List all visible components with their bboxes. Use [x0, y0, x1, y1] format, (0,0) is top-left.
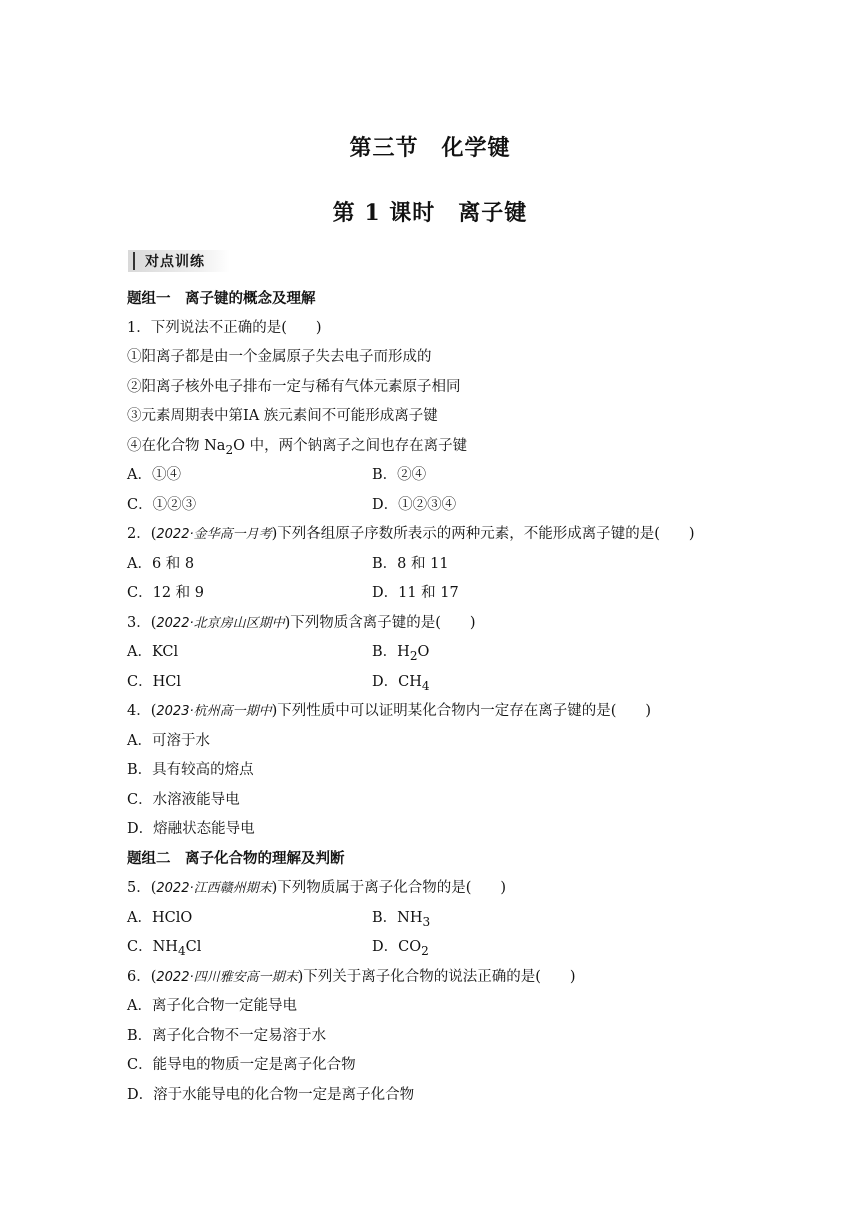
q1-s4-pre: ④在化合物 Na: [127, 438, 226, 454]
q1-option-c: C．①②③: [127, 497, 197, 513]
q2-option-a: A．6 和 8: [127, 556, 195, 572]
q3-d-sub: 4: [421, 678, 430, 693]
q3-option-c: C．HCl: [127, 674, 181, 690]
q3-stem: [127, 613, 476, 634]
q5-source: 2022·江西赣州期末: [156, 881, 272, 896]
q5-rest: )下列物质属于离子化合物的是( ): [271, 880, 507, 896]
q3-b-sub: 2: [409, 648, 418, 663]
q5-option-a: A．HClO: [127, 910, 193, 926]
q5-c-pre: C．NH: [127, 939, 178, 955]
q6-rest: )下列关于离子化合物的说法正确的是( ): [297, 969, 576, 985]
q5-option-c: [127, 937, 201, 961]
q1-statement-1: ①阳离子都是由一个金属原子失去电子而形成的: [127, 349, 432, 365]
q1-option-d: D．①②③④: [372, 497, 457, 513]
q2-num: 2．(: [127, 526, 157, 542]
q2-option-d: D．11 和 17: [372, 585, 459, 601]
q5-d-sub: 2: [421, 943, 429, 958]
q3-option-b: [372, 642, 429, 666]
q1-option-a: A．①④: [127, 467, 181, 483]
practice-tag: [128, 250, 230, 272]
q5-b-sub: 3: [422, 914, 431, 929]
q3-d-pre: D．CH: [372, 674, 422, 690]
q2-option-c: C．12 和 9: [127, 585, 204, 601]
q1-s4-post: O 中，两个钠离子之间也存在离子键: [233, 438, 468, 454]
q3-option-d: [372, 672, 430, 696]
q1-statement-3: ③元素周期表中第ⅠA 族元素间不可能形成离子键: [127, 408, 438, 424]
section-title: 第三节 化学键: [349, 135, 511, 161]
q6-stem: [127, 967, 576, 988]
q3-b-post: O: [417, 644, 430, 660]
q1-statement-4: [127, 436, 467, 460]
group-heading-2: 题组二 离子化合物的理解及判断: [127, 850, 345, 867]
q5-c-post: Cl: [185, 939, 202, 955]
q3-num: 3．(: [127, 615, 157, 631]
q6-source: 2022·四川雅安高一期末: [156, 970, 298, 985]
q6-option-a: A．离子化合物一定能导电: [127, 998, 297, 1014]
tag-bar: [133, 252, 135, 270]
q4-option-d: D．熔融状态能导电: [127, 821, 255, 837]
q1-s4-sub: 2: [225, 442, 234, 457]
q4-source: 2023·杭州高一期中: [156, 704, 272, 719]
q4-option-c: C．水溶液能导电: [127, 792, 240, 808]
q6-option-c: C．能导电的物质一定是离子化合物: [127, 1057, 356, 1073]
q4-option-b: B．具有较高的熔点: [127, 762, 254, 778]
q1-option-b: B．②④: [372, 467, 427, 483]
q2-option-b: B．8 和 11: [372, 556, 449, 572]
lesson-title: 第 1 课时 离子键: [332, 200, 528, 226]
q5-d-pre: D．CO: [372, 939, 422, 955]
q2-stem: [127, 524, 695, 545]
q4-stem: [127, 701, 651, 722]
q5-c-sub: 4: [177, 943, 186, 958]
q5-option-b: [372, 908, 430, 932]
q6-num: 6．(: [127, 969, 157, 985]
q3-rest: )下列物质含离子键的是( ): [284, 615, 476, 631]
q1-statement-2: ②阳离子核外电子排布一定与稀有气体元素原子相同: [127, 379, 461, 395]
q2-rest: )下列各组原子序数所表示的两种元素，不能形成离子键的是( ): [271, 526, 695, 542]
q3-option-a: A．KCl: [127, 644, 179, 660]
q6-option-d: D．溶于水能导电的化合物一定是离子化合物: [127, 1087, 415, 1103]
q5-stem: [127, 878, 506, 899]
q4-num: 4．(: [127, 703, 157, 719]
q3-b-pre: B．H: [372, 644, 410, 660]
q1-stem: 1．下列说法不正确的是( ): [127, 320, 322, 336]
q5-b-pre: B．NH: [372, 910, 423, 926]
q6-option-b: B．离子化合物不一定易溶于水: [127, 1028, 327, 1044]
q4-rest: )下列性质中可以证明某化合物内一定存在离子键的是( ): [271, 703, 652, 719]
q5-option-d: [372, 937, 429, 961]
q4-option-a: A．可溶于水: [127, 733, 210, 749]
tag-label: 对点训练: [145, 254, 205, 270]
q5-num: 5．(: [127, 880, 157, 896]
q3-source: 2022·北京房山区期中: [156, 616, 285, 631]
q2-source: 2022·金华高一月考: [156, 527, 272, 542]
group-heading-1: 题组一 离子键的概念及理解: [127, 290, 316, 307]
